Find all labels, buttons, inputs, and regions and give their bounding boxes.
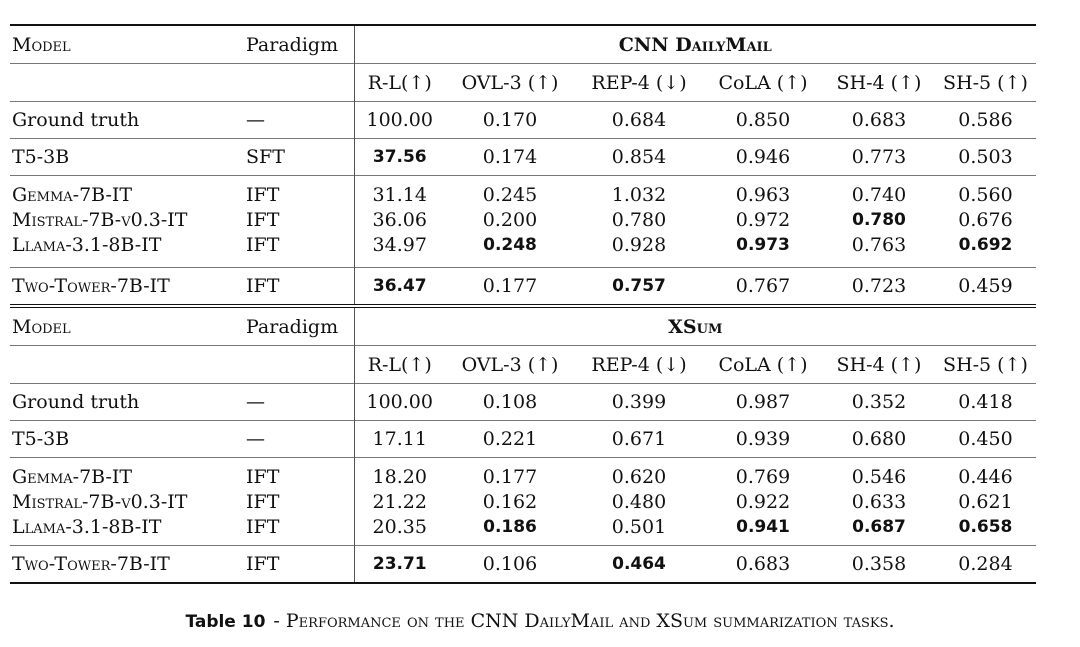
metric-value: 0.773 <box>823 139 935 176</box>
metric-value: 0.683 <box>823 102 935 139</box>
metric-value: 37.56 <box>354 139 445 176</box>
metric-value: 0.186 <box>483 516 537 537</box>
empty-cell <box>10 346 244 384</box>
metric-header: REP-4 (↓) <box>575 346 703 384</box>
table-row <box>10 546 1036 584</box>
header-paradigm: Paradigm <box>244 25 354 64</box>
metric-value: 0.769 <box>703 458 823 490</box>
metric-value: 0.780 <box>611 208 667 231</box>
table-title-row <box>10 25 1036 64</box>
metric-value: 0.245 <box>445 176 575 208</box>
metric-value: 0.170 <box>445 102 575 139</box>
metric-header: SH-5 (↑) <box>935 64 1036 102</box>
metric-value: 0.684 <box>575 102 703 139</box>
paradigm-cell: IFT <box>244 546 354 584</box>
model-name: Mistral-7B-v0.3-IT <box>12 208 188 231</box>
metric-value: 36.06 <box>354 207 445 232</box>
metric-value: 23.71 <box>354 546 445 584</box>
metric-value: 0.680 <box>823 421 935 458</box>
paradigm-cell: IFT <box>246 208 280 231</box>
paradigm-cell: IFT <box>246 490 280 513</box>
metric-value: 0.939 <box>703 421 823 458</box>
metric-value: 36.47 <box>354 268 445 307</box>
header-model: Model <box>10 25 244 64</box>
metric-header: OVL-3 (↑) <box>445 64 575 102</box>
table-row <box>10 102 1036 139</box>
metric-value: 0.757 <box>575 268 703 307</box>
metric-value: 0.459 <box>935 268 1036 307</box>
metric-header: CoLA (↑) <box>703 64 823 102</box>
model-name: Ground truth <box>10 102 244 139</box>
table-row <box>10 176 1036 208</box>
model-name: Ground truth <box>10 384 244 421</box>
metric-header: R-L(↑) <box>354 346 445 384</box>
paradigm-cell: — <box>244 102 354 139</box>
paradigm-cell: IFT <box>244 458 354 490</box>
metric-value: 0.767 <box>703 268 823 307</box>
metric-value: 0.106 <box>445 546 575 584</box>
table-row <box>10 421 1036 458</box>
metric-value: 31.14 <box>354 176 445 208</box>
model-name: Gemma-7B-IT <box>10 458 244 490</box>
metric-value: 0.941 <box>736 516 790 537</box>
header-model: Model <box>10 306 244 346</box>
table-row <box>10 489 1036 514</box>
metric-value: 0.723 <box>823 268 935 307</box>
dataset-title: XSum <box>354 306 1036 346</box>
paradigm-cell: IFT <box>246 515 280 538</box>
paradigm-cell: — <box>244 384 354 421</box>
model-name: Mistral-7B-v0.3-IT <box>12 490 188 513</box>
paradigm-cell: IFT <box>246 233 280 256</box>
metric-value: 0.200 <box>482 208 538 231</box>
metric-value: 0.854 <box>575 139 703 176</box>
metric-value: 18.20 <box>354 458 445 490</box>
empty-cell <box>10 64 244 102</box>
metric-header: REP-4 (↓) <box>575 64 703 102</box>
metric-value: 0.963 <box>703 176 823 208</box>
metric-value: 0.284 <box>935 546 1036 584</box>
metric-value: 0.973 <box>736 234 790 255</box>
metric-value: 0.177 <box>445 268 575 307</box>
model-name: Two-Tower-7B-IT <box>10 546 244 584</box>
empty-cell <box>244 346 354 384</box>
metric-header: SH-4 (↑) <box>823 346 935 384</box>
table-row <box>10 207 1036 232</box>
paradigm-cell: SFT <box>244 139 354 176</box>
metric-value: 1.032 <box>575 176 703 208</box>
metric-value: 0.687 <box>852 516 906 537</box>
metric-value: 0.972 <box>735 208 791 231</box>
metric-value: 0.480 <box>611 490 667 513</box>
table-row <box>10 514 1036 546</box>
metric-header-row <box>10 346 1036 384</box>
results-table <box>10 24 1036 584</box>
metric-header: CoLA (↑) <box>703 346 823 384</box>
metric-header-row <box>10 64 1036 102</box>
table-row <box>10 268 1036 307</box>
table-title-row <box>10 306 1036 346</box>
metric-value: 0.108 <box>445 384 575 421</box>
metric-value: 0.352 <box>823 384 935 421</box>
metric-value: 0.464 <box>575 546 703 584</box>
table-row <box>10 384 1036 421</box>
metric-value: 0.450 <box>935 421 1036 458</box>
metric-value: 0.928 <box>611 233 667 256</box>
metric-value: 0.946 <box>703 139 823 176</box>
metric-value: 0.676 <box>958 208 1013 231</box>
metric-value: 0.658 <box>958 516 1013 537</box>
metric-header: SH-4 (↑) <box>823 64 935 102</box>
model-name: Llama-3.1-8B-IT <box>12 515 162 538</box>
metric-value: 0.850 <box>703 102 823 139</box>
metric-value: 0.987 <box>703 384 823 421</box>
metric-header: R-L(↑) <box>354 64 445 102</box>
paradigm-cell: — <box>244 421 354 458</box>
metric-value: 0.248 <box>483 234 537 255</box>
model-name: T5-3B <box>10 139 244 176</box>
model-name: Llama-3.1-8B-IT <box>12 233 162 256</box>
metric-value: 0.501 <box>611 515 667 538</box>
metric-value: 0.358 <box>823 546 935 584</box>
dataset-title: CNN DailyMail <box>354 25 1036 64</box>
metric-value: 0.221 <box>445 421 575 458</box>
table-caption <box>0 610 1080 632</box>
metric-value: 0.633 <box>851 490 907 513</box>
metric-value: 0.763 <box>851 233 907 256</box>
caption-text: - Performance on the CNN DailyMail and XSum summarization tasks. <box>273 610 895 632</box>
metric-value: 100.00 <box>354 102 445 139</box>
model-name: T5-3B <box>10 421 244 458</box>
metric-value: 0.418 <box>935 384 1036 421</box>
metric-value: 21.22 <box>354 489 445 514</box>
metric-value: 0.399 <box>575 384 703 421</box>
caption-label: Table 10 <box>185 612 266 632</box>
table-row <box>10 139 1036 176</box>
metric-value: 0.620 <box>575 458 703 490</box>
header-paradigm: Paradigm <box>244 306 354 346</box>
table-row <box>10 232 1036 268</box>
metric-value: 0.174 <box>445 139 575 176</box>
model-name: Gemma-7B-IT <box>10 176 244 208</box>
metric-header: SH-5 (↑) <box>935 346 1036 384</box>
paradigm-cell: IFT <box>244 268 354 307</box>
metric-value: 0.586 <box>935 102 1036 139</box>
paradigm-cell: IFT <box>244 176 354 208</box>
metric-value: 34.97 <box>354 232 445 268</box>
table-row <box>10 458 1036 490</box>
metric-value: 0.780 <box>852 209 906 230</box>
results-table-container <box>10 24 1036 584</box>
metric-value: 0.546 <box>823 458 935 490</box>
metric-value: 20.35 <box>354 514 445 546</box>
metric-value: 0.922 <box>735 490 791 513</box>
model-name: Two-Tower-7B-IT <box>10 268 244 307</box>
metric-value: 0.162 <box>482 490 538 513</box>
empty-cell <box>244 64 354 102</box>
metric-value: 0.621 <box>958 490 1013 513</box>
metric-value: 0.446 <box>935 458 1036 490</box>
metric-value: 0.503 <box>935 139 1036 176</box>
metric-value: 0.671 <box>575 421 703 458</box>
metric-header: OVL-3 (↑) <box>445 346 575 384</box>
metric-value: 0.683 <box>703 546 823 584</box>
metric-value: 100.00 <box>354 384 445 421</box>
metric-value: 0.177 <box>445 458 575 490</box>
metric-value: 0.560 <box>935 176 1036 208</box>
metric-value: 0.692 <box>958 234 1013 255</box>
metric-value: 0.740 <box>823 176 935 208</box>
metric-value: 17.11 <box>354 421 445 458</box>
